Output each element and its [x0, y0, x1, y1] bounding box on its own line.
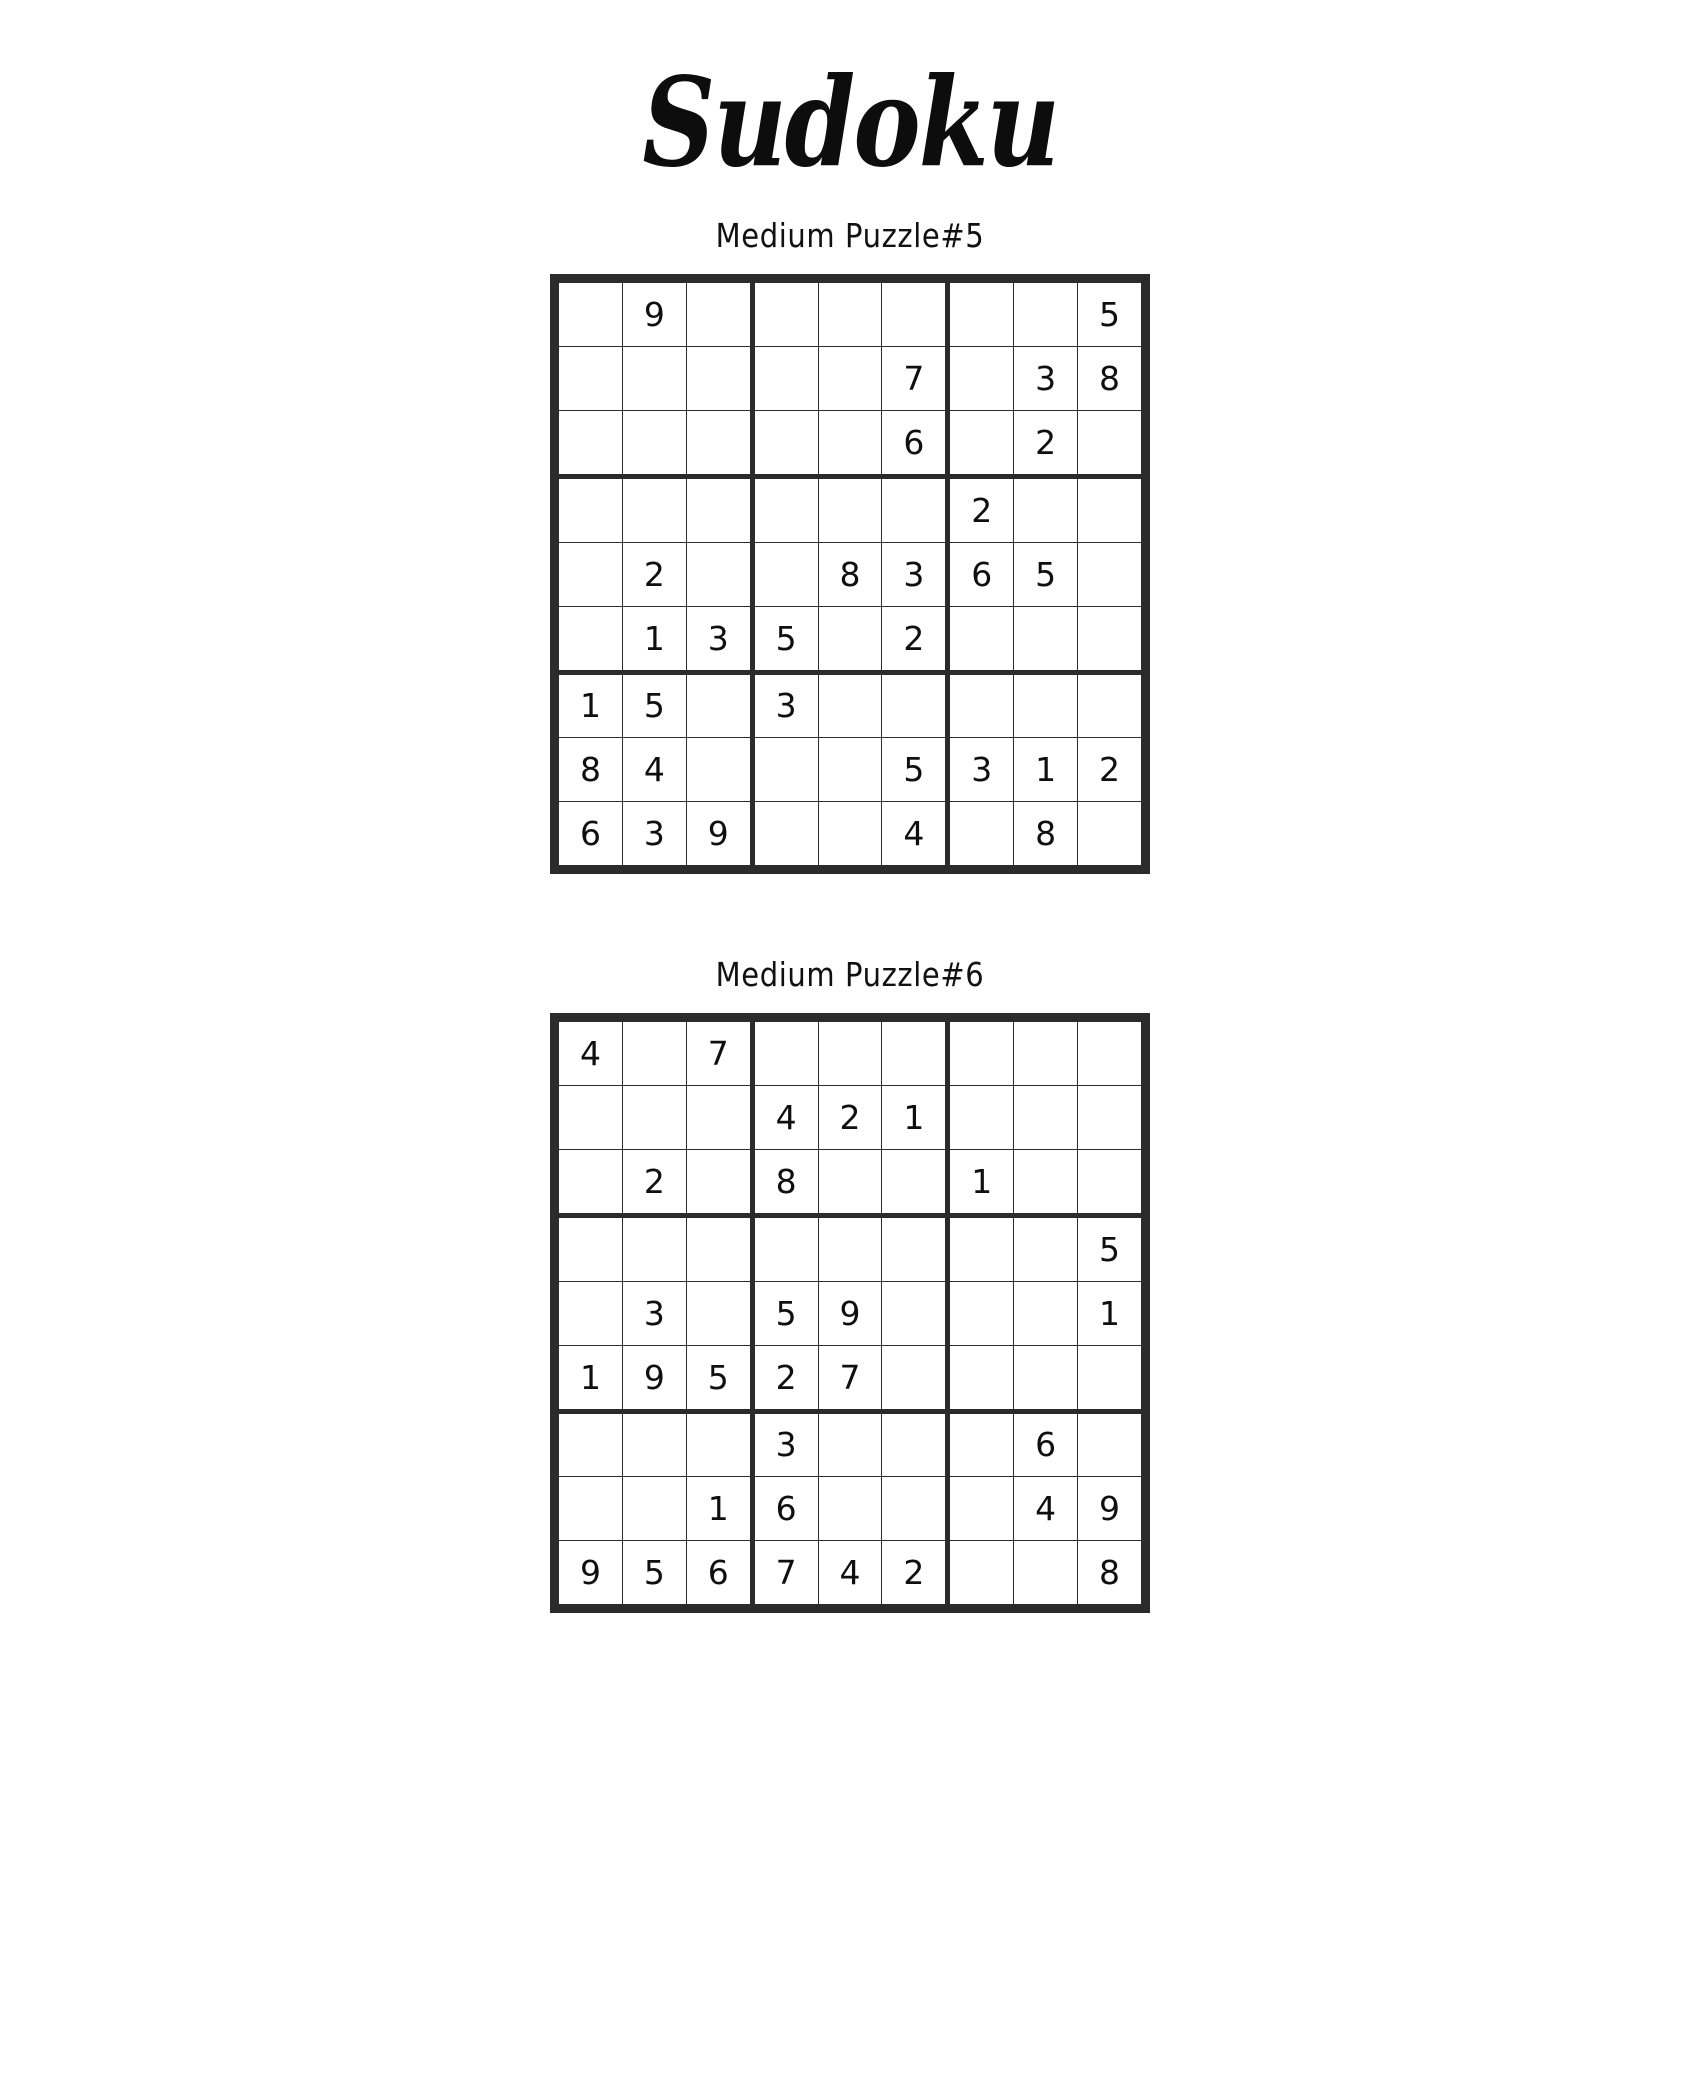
sudoku-cell[interactable]: 8	[559, 738, 622, 801]
sudoku-cell[interactable]	[819, 347, 882, 410]
sudoku-cell[interactable]: 4	[623, 738, 686, 801]
sudoku-cell[interactable]: 2	[882, 607, 945, 670]
sudoku-cell[interactable]: 3	[1014, 347, 1077, 410]
puzzle-caption-2: Medium Puzzle#6	[715, 956, 985, 995]
sudoku-cell[interactable]	[687, 1218, 750, 1281]
sudoku-cell[interactable]: 5	[687, 1346, 750, 1409]
sudoku-cell[interactable]	[623, 1022, 686, 1085]
sudoku-box	[559, 675, 750, 866]
sudoku-cell[interactable]	[950, 675, 1013, 738]
sudoku-cell[interactable]	[559, 1477, 622, 1540]
sudoku-cell[interactable]	[950, 1218, 1013, 1281]
sudoku-cell[interactable]	[623, 1086, 686, 1149]
sudoku-box	[755, 283, 946, 474]
sudoku-cell[interactable]	[950, 283, 1013, 346]
sudoku-cell[interactable]: 6	[1014, 1414, 1077, 1477]
sudoku-box	[755, 1022, 946, 1213]
sudoku-cell[interactable]: 9	[623, 283, 686, 346]
sudoku-cell[interactable]	[950, 347, 1013, 410]
sudoku-cell[interactable]: 9	[687, 802, 750, 865]
sudoku-cell[interactable]: 9	[819, 1282, 882, 1345]
sudoku-cell[interactable]	[1014, 607, 1077, 670]
sudoku-cell[interactable]: 8	[819, 543, 882, 606]
sudoku-cell[interactable]	[687, 1282, 750, 1345]
sudoku-cell[interactable]: 4	[755, 1086, 818, 1149]
sudoku-cell[interactable]: 1	[1014, 738, 1077, 801]
sudoku-cell[interactable]: 9	[559, 1541, 622, 1604]
sudoku-cell[interactable]	[882, 1346, 945, 1409]
sudoku-box	[559, 1414, 750, 1605]
sudoku-cell[interactable]	[1078, 1346, 1141, 1409]
sudoku-cell[interactable]: 2	[755, 1346, 818, 1409]
sudoku-cell[interactable]: 7	[687, 1022, 750, 1085]
sudoku-cell[interactable]: 3	[623, 1282, 686, 1345]
sudoku-cell[interactable]	[687, 543, 750, 606]
sudoku-cell[interactable]: 6	[559, 802, 622, 865]
sudoku-cell[interactable]: 2	[950, 479, 1013, 542]
sudoku-cell[interactable]	[755, 1218, 818, 1281]
sudoku-cell[interactable]	[559, 607, 622, 670]
sudoku-cell[interactable]: 4	[559, 1022, 622, 1085]
sudoku-cell[interactable]	[623, 479, 686, 542]
sudoku-cell[interactable]	[1078, 543, 1141, 606]
sudoku-cell[interactable]	[559, 1086, 622, 1149]
sudoku-cell[interactable]: 1	[1078, 1282, 1141, 1345]
sudoku-cell[interactable]	[950, 802, 1013, 865]
sudoku-box	[755, 1414, 946, 1605]
sudoku-cell[interactable]	[1078, 802, 1141, 865]
sudoku-cell[interactable]	[755, 411, 818, 474]
sudoku-cell[interactable]	[623, 411, 686, 474]
sudoku-cell[interactable]	[623, 1218, 686, 1281]
sudoku-box	[950, 675, 1141, 866]
sudoku-cell[interactable]: 5	[1014, 543, 1077, 606]
sudoku-cell[interactable]: 7	[882, 347, 945, 410]
sudoku-cell[interactable]	[950, 1086, 1013, 1149]
sudoku-cell[interactable]	[755, 738, 818, 801]
sudoku-cell[interactable]	[882, 479, 945, 542]
sudoku-cell[interactable]	[882, 1282, 945, 1345]
sudoku-cell[interactable]	[755, 347, 818, 410]
sudoku-cell[interactable]: 2	[1078, 738, 1141, 801]
sudoku-cell[interactable]: 8	[1014, 802, 1077, 865]
sudoku-cell[interactable]	[882, 283, 945, 346]
sudoku-cell[interactable]: 5	[755, 607, 818, 670]
sudoku-cell[interactable]: 6	[882, 411, 945, 474]
sudoku-cell[interactable]: 3	[950, 738, 1013, 801]
sudoku-cell[interactable]	[559, 1150, 622, 1213]
sudoku-cell[interactable]: 6	[755, 1477, 818, 1540]
sudoku-cell[interactable]	[1014, 283, 1077, 346]
sudoku-cell[interactable]: 2	[623, 543, 686, 606]
sudoku-cell[interactable]: 2	[819, 1086, 882, 1149]
sudoku-cell[interactable]	[882, 1022, 945, 1085]
sudoku-cell[interactable]	[559, 543, 622, 606]
sudoku-box	[950, 1414, 1141, 1605]
sudoku-box	[950, 479, 1141, 670]
sudoku-cell[interactable]	[1078, 607, 1141, 670]
sudoku-cell[interactable]	[755, 283, 818, 346]
sudoku-box	[559, 1218, 750, 1409]
sudoku-cell[interactable]	[1078, 479, 1141, 542]
sudoku-box	[755, 675, 946, 866]
sudoku-cell[interactable]	[1014, 1282, 1077, 1345]
sudoku-cell[interactable]: 1	[559, 1346, 622, 1409]
sudoku-cell[interactable]: 7	[755, 1541, 818, 1604]
sudoku-cell[interactable]	[1014, 1150, 1077, 1213]
sudoku-cell[interactable]: 1	[950, 1150, 1013, 1213]
sudoku-cell[interactable]	[819, 283, 882, 346]
sudoku-cell[interactable]	[819, 738, 882, 801]
sudoku-cell[interactable]: 3	[687, 607, 750, 670]
sudoku-cell[interactable]	[687, 738, 750, 801]
sudoku-cell[interactable]	[1014, 1346, 1077, 1409]
sudoku-grid-2[interactable]	[550, 1013, 1150, 1613]
sudoku-cell[interactable]	[819, 802, 882, 865]
sudoku-cell[interactable]	[950, 1541, 1013, 1604]
sudoku-cell[interactable]: 2	[1014, 411, 1077, 474]
sudoku-box	[559, 283, 750, 474]
sudoku-box	[950, 283, 1141, 474]
sudoku-cell[interactable]	[687, 479, 750, 542]
puzzle-block-1	[453, 219, 1248, 874]
sudoku-cell[interactable]	[559, 347, 622, 410]
sudoku-cell[interactable]	[687, 1414, 750, 1477]
sudoku-cell[interactable]	[1078, 1022, 1141, 1085]
sudoku-cell[interactable]: 5	[623, 1541, 686, 1604]
sudoku-cell[interactable]: 8	[1078, 347, 1141, 410]
sudoku-box	[755, 479, 946, 670]
sudoku-cell[interactable]	[950, 1022, 1013, 1085]
sudoku-cell[interactable]: 4	[1014, 1477, 1077, 1540]
sudoku-cell[interactable]: 6	[950, 543, 1013, 606]
sudoku-cell[interactable]	[1014, 1541, 1077, 1604]
sudoku-cell[interactable]	[882, 1218, 945, 1281]
sudoku-cell[interactable]: 3	[882, 543, 945, 606]
sudoku-cell[interactable]	[623, 1477, 686, 1540]
sudoku-cell[interactable]: 9	[1078, 1477, 1141, 1540]
sudoku-cell[interactable]	[687, 411, 750, 474]
sudoku-cell[interactable]: 3	[755, 675, 818, 738]
sudoku-cell[interactable]: 5	[1078, 283, 1141, 346]
sudoku-cell[interactable]: 3	[755, 1414, 818, 1477]
sudoku-cell[interactable]	[950, 1346, 1013, 1409]
puzzle-block-2	[453, 958, 1248, 1613]
sudoku-cell[interactable]: 5	[882, 738, 945, 801]
sudoku-cell[interactable]	[1078, 411, 1141, 474]
sudoku-cell[interactable]	[559, 1414, 622, 1477]
sudoku-cell[interactable]	[819, 411, 882, 474]
sudoku-cell[interactable]	[1014, 479, 1077, 542]
sudoku-cell[interactable]	[819, 1150, 882, 1213]
sudoku-cell[interactable]: 1	[559, 675, 622, 738]
sudoku-cell[interactable]	[882, 675, 945, 738]
sudoku-cell[interactable]	[755, 802, 818, 865]
sudoku-cell[interactable]: 9	[623, 1346, 686, 1409]
sudoku-box	[559, 1022, 750, 1213]
sudoku-cell[interactable]	[1014, 675, 1077, 738]
sudoku-cell[interactable]	[559, 283, 622, 346]
sudoku-cell[interactable]	[559, 1218, 622, 1281]
sudoku-cell[interactable]: 5	[623, 675, 686, 738]
sudoku-cell[interactable]	[623, 347, 686, 410]
sudoku-cell[interactable]	[559, 1282, 622, 1345]
sudoku-cell[interactable]	[950, 1282, 1013, 1345]
sudoku-cell[interactable]	[819, 479, 882, 542]
sudoku-cell[interactable]	[687, 1150, 750, 1213]
sudoku-cell[interactable]	[819, 1218, 882, 1281]
sudoku-cell[interactable]	[687, 347, 750, 410]
sudoku-cell[interactable]: 2	[623, 1150, 686, 1213]
sudoku-cell[interactable]: 3	[623, 802, 686, 865]
sudoku-cell[interactable]	[755, 1022, 818, 1085]
sudoku-box	[950, 1022, 1141, 1213]
sudoku-cell[interactable]	[882, 1477, 945, 1540]
sudoku-cell[interactable]: 6	[687, 1541, 750, 1604]
sudoku-cell[interactable]	[882, 1150, 945, 1213]
sudoku-cell[interactable]	[1014, 1086, 1077, 1149]
sudoku-cell[interactable]	[819, 607, 882, 670]
sudoku-cell[interactable]	[1078, 1414, 1141, 1477]
sudoku-cell[interactable]	[950, 1414, 1013, 1477]
sudoku-cell[interactable]	[559, 411, 622, 474]
sudoku-cell[interactable]	[623, 1414, 686, 1477]
sudoku-box	[559, 479, 750, 670]
sudoku-cell[interactable]: 5	[1078, 1218, 1141, 1281]
sudoku-cell[interactable]	[819, 1477, 882, 1540]
sudoku-cell[interactable]: 1	[623, 607, 686, 670]
sudoku-box	[755, 1218, 946, 1409]
sudoku-cell[interactable]	[1014, 1022, 1077, 1085]
sudoku-cell[interactable]	[1078, 1086, 1141, 1149]
sudoku-cell[interactable]: 1	[687, 1477, 750, 1540]
sudoku-cell[interactable]	[559, 479, 622, 542]
sudoku-cell[interactable]: 4	[882, 802, 945, 865]
sudoku-cell[interactable]	[1014, 1218, 1077, 1281]
sudoku-cell[interactable]	[819, 1022, 882, 1085]
sudoku-cell[interactable]	[950, 607, 1013, 670]
sudoku-cell[interactable]: 8	[1078, 1541, 1141, 1604]
sudoku-cell[interactable]	[687, 283, 750, 346]
sudoku-cell[interactable]: 2	[882, 1541, 945, 1604]
puzzle-caption-1: Medium Puzzle#5	[715, 217, 985, 256]
sudoku-cell[interactable]	[1078, 1150, 1141, 1213]
sudoku-cell[interactable]: 8	[755, 1150, 818, 1213]
sudoku-cell[interactable]	[819, 675, 882, 738]
sudoku-box	[950, 1218, 1141, 1409]
sudoku-cell[interactable]	[819, 1414, 882, 1477]
sudoku-cell[interactable]	[1078, 675, 1141, 738]
sudoku-cell[interactable]	[687, 1086, 750, 1149]
sudoku-cell[interactable]	[755, 479, 818, 542]
sudoku-cell[interactable]: 1	[882, 1086, 945, 1149]
sudoku-cell[interactable]: 5	[755, 1282, 818, 1345]
sudoku-cell[interactable]	[950, 411, 1013, 474]
sudoku-grid-1[interactable]	[550, 274, 1150, 874]
sudoku-cell[interactable]	[882, 1414, 945, 1477]
page-title: Sudoku	[642, 49, 1058, 195]
sudoku-cell[interactable]	[755, 543, 818, 606]
sudoku-cell[interactable]: 4	[819, 1541, 882, 1604]
sudoku-cell[interactable]	[687, 675, 750, 738]
sudoku-cell[interactable]	[950, 1477, 1013, 1540]
sudoku-cell[interactable]: 7	[819, 1346, 882, 1409]
